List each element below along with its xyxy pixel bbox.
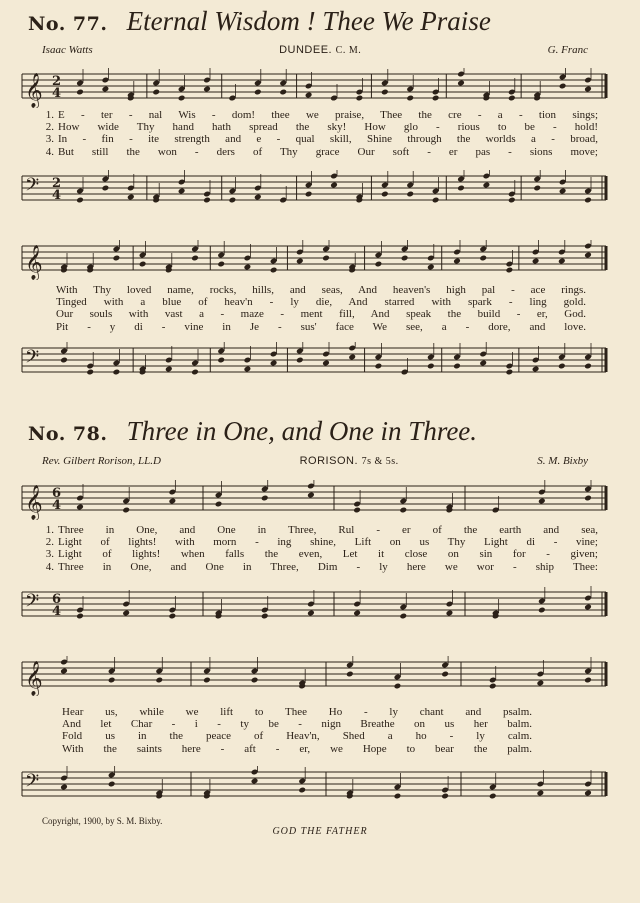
svg-text:4: 4 xyxy=(52,188,62,203)
verse-line: Hear us, while we lift to Thee Ho - ly chant and psalm. xyxy=(62,706,532,718)
hymn-title: Three in One, and One in Three. xyxy=(126,416,478,446)
hymn-title: Eternal Wisdom ! Thee We Praise xyxy=(126,6,491,36)
verse-line: 4. But still the won - ders of Thy grace Our soft - er pas - sions move; xyxy=(45,145,598,158)
treble-staff xyxy=(0,240,640,280)
svg-text:4: 4 xyxy=(52,604,62,619)
hymn-77-verses-a xyxy=(30,109,598,158)
verse-line: 2. How wide Thy hand hath spread the sky! How glo - rious to be - hold! xyxy=(45,121,598,134)
author: Rev. Gilbert Rorison, LL.D xyxy=(42,455,161,467)
verse-line: Tinged with a blue of heav'n - ly die, And starred with spark - ling gold. xyxy=(56,296,586,309)
verse-line: Fold us in the peace of Heav'n, Shed a ho - ly calm. xyxy=(62,730,532,743)
hymn-77-header xyxy=(28,6,618,37)
treble-staff xyxy=(0,68,640,108)
verse-line: Pit - y di - vine in Je - sus' face We see, a - dore, and love. xyxy=(56,320,586,333)
svg-text:𝄞: 𝄞 xyxy=(25,245,43,280)
hymn-number: No. 78. xyxy=(28,423,108,445)
hymn-77-meta xyxy=(42,44,588,56)
svg-text:4: 4 xyxy=(52,86,62,101)
treble-staff xyxy=(0,656,640,696)
composer: G. Franc xyxy=(547,44,588,56)
meter: 7s & 5s. xyxy=(361,456,399,467)
hymn-78-header xyxy=(28,416,618,447)
svg-text:6: 6 xyxy=(52,592,62,607)
verse-line: 3. In - fin - ite strength and e - qual skill, Shine through the worlds a - broad, xyxy=(45,133,598,146)
svg-text:𝄢: 𝄢 xyxy=(25,175,40,200)
bass-staff xyxy=(0,342,640,382)
copyright-notice: Copyright, 1900, by S. M. Bixby. xyxy=(42,816,163,826)
verse-line: With Thy loved name, rocks, hills, and seas, And heaven's high pal - ace rings. xyxy=(56,284,586,296)
hymn-78-verses-a xyxy=(30,524,598,573)
author: Isaac Watts xyxy=(42,44,93,56)
svg-text:𝄞: 𝄞 xyxy=(25,485,43,520)
hymn-78-verses-b xyxy=(62,706,532,755)
hymn-77-verses-b xyxy=(56,284,586,333)
hymn-number: No. 77. xyxy=(28,13,108,35)
svg-text:2: 2 xyxy=(52,176,62,191)
verse-line: 3. Light of lights! when falls the even, Let it close on sin for - given; xyxy=(45,548,598,561)
verse-line: And let Char - i - ty be - nign Breathe on us her balm. xyxy=(62,718,532,731)
verse-line: 1. Three in One, and One in Three, Rul - er of the earth and sea, xyxy=(45,524,598,536)
verse-line: 4. Three in One, and One in Three, Dim - ly here we wor - ship Thee: xyxy=(45,560,598,573)
hymn-78-meta xyxy=(42,455,588,467)
verse-line: 1. E - ter - nal Wis - dom! thee we praise, Thee the cre - a - tion sings; xyxy=(45,109,598,121)
meter: C. M. xyxy=(335,45,362,56)
bass-staff xyxy=(0,170,640,210)
svg-text:𝄞: 𝄞 xyxy=(25,661,43,696)
bass-staff xyxy=(0,766,640,806)
tune-name: DUNDEE. C. M. xyxy=(279,44,362,56)
svg-text:𝄢: 𝄢 xyxy=(25,771,40,796)
svg-text:4: 4 xyxy=(52,498,62,513)
verse-line: Our souls with vast a - maze - ment fill, And speak the build - er, God. xyxy=(56,308,586,321)
svg-text:𝄢: 𝄢 xyxy=(25,347,40,372)
treble-staff xyxy=(0,480,640,520)
bass-staff xyxy=(0,586,640,626)
verse-line: 2. Light of lights! with morn - ing shine, Lift on us Thy Light di - vine; xyxy=(45,536,598,549)
svg-text:𝄢: 𝄢 xyxy=(25,591,40,616)
verse-line: With the saints here - aft - er, we Hope to bear the palm. xyxy=(62,742,532,755)
svg-text:𝄞: 𝄞 xyxy=(25,73,43,108)
svg-text:2: 2 xyxy=(52,74,62,89)
svg-text:6: 6 xyxy=(52,486,62,501)
tune-name: RORISON. 7s & 5s. xyxy=(299,455,399,467)
section-heading: GOD THE FATHER xyxy=(272,826,368,837)
composer: S. M. Bixby xyxy=(537,455,588,467)
